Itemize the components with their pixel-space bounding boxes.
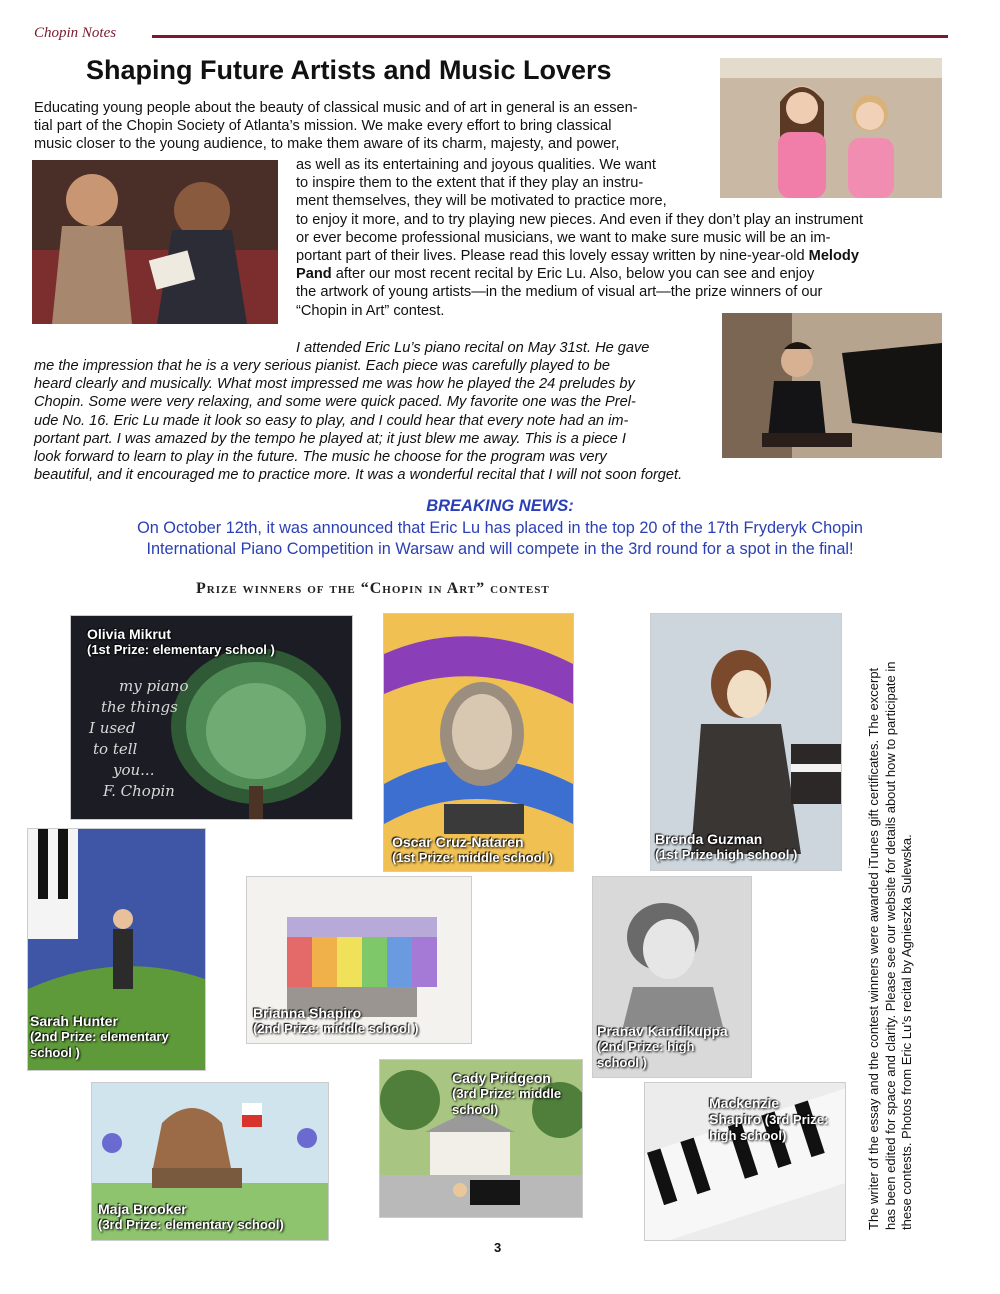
artist-name: Pranav Kandikuppa [597, 1023, 728, 1039]
essay-line: portant part. I was amazed by the tempo he played at; it just blew me away. This is a piece I [34, 430, 626, 447]
essay-line: heard clearly and musically. What most impressed me was how he played the 24 preludes by [34, 376, 635, 393]
side-note [866, 590, 916, 1230]
breaking-news-colon: : [568, 497, 574, 515]
artist-name: Shapiro [709, 1111, 762, 1127]
intro-line: to inspire them to the extent that if they play an instru- [296, 175, 644, 192]
intro-line: the artwork of young artists—in the medium of visual art—the prize winners of our [296, 284, 823, 301]
artwork-sarah-hunter [27, 828, 206, 1071]
artwork-caption [253, 1005, 418, 1037]
intro-line: tial part of the Chopin Society of Atlanta’s mission. We make every effort to bring classical [34, 118, 612, 135]
essay-author-last-name: Pand [296, 266, 332, 283]
artwork-mackenzie-shapiro [644, 1082, 846, 1241]
prize-label: school) [452, 1102, 499, 1117]
artwork-caption [98, 1201, 284, 1233]
breaking-news-title [0, 497, 1000, 516]
prize-label: (1st Prize: middle school ) [392, 850, 554, 865]
prize-winners-heading: Prize winners of the “Chopin in Art” contest [196, 580, 550, 597]
intro-line: music closer to the young audience, to make them aware of its charm, majesty, and power, [34, 136, 620, 153]
intro-line-with-name [296, 247, 936, 265]
prize-label: school ) [30, 1045, 80, 1060]
prize-label: (3rd Prize: middle [452, 1086, 562, 1101]
handwriting-line: F. Chopin [103, 782, 175, 800]
handwriting-line: to tell [93, 740, 138, 758]
artwork-oscar-cruz-nataren [383, 613, 574, 872]
header-rule [152, 35, 948, 38]
handwriting-line: my piano [119, 677, 189, 695]
artwork-maja-brooker [91, 1082, 329, 1241]
side-note-line: these contests. Photos from Eric Lu’s recital by Agnieszka Sulewska. [899, 834, 914, 1230]
side-note-line: has been edited for space and clarity. Please see our website for details about how to participate in [882, 661, 898, 1230]
artwork-pranav-kandikuppa [592, 876, 752, 1078]
side-note-line: The writer of the essay and the contest winners were awarded iTunes gift certificates. The excerpt [866, 667, 881, 1230]
photo-children-audience [32, 160, 278, 324]
page-number: 3 [494, 1240, 502, 1255]
artwork-brenda-guzman [650, 613, 842, 871]
intro-line: as well as its entertaining and joyous qualities. We want [296, 157, 656, 173]
prize-label: (1st Prize high school ) [655, 847, 798, 862]
artist-name: Sarah Hunter [30, 1013, 118, 1029]
prize-label: school ) [597, 1055, 647, 1070]
page-title: Shaping Future Artists and Music Lovers [86, 55, 612, 85]
artist-name: Maja Brooker [98, 1201, 187, 1217]
prize-label: (3rd Prize: [761, 1112, 829, 1127]
essay-line: me the impression that he is a very serious pianist. Each piece was carefully played to be [34, 358, 610, 374]
news-line: International Piano Competition in Warsaw and will compete in the 3rd round for a spot in the final! [146, 540, 854, 558]
handwritten-quote [83, 676, 189, 802]
artwork-caption [30, 1013, 169, 1061]
prize-label: (3rd Prize: elementary school) [98, 1217, 284, 1232]
newsletter-label: Chopin Notes [34, 25, 117, 41]
artwork-olivia-mikrut [70, 615, 353, 820]
prize-label: (2nd Prize: high [597, 1039, 695, 1054]
intro-paragraph [34, 99, 724, 154]
intro-line: Educating young people about the beauty of classical music and of art in general is an essen- [34, 100, 638, 116]
artwork-caption [597, 1023, 728, 1071]
intro-line: to enjoy it more, and to try playing new pieces. And even if they don’t play an instrument [296, 211, 864, 228]
essay-author-first-name: Melody [808, 248, 859, 265]
intro-line: or ever become professional musicians, we want to make sure music will be an im- [296, 229, 831, 246]
artwork-cady-pridgeon [379, 1059, 583, 1218]
photo-eric-lu-at-piano [722, 313, 942, 458]
artwork-caption [709, 1095, 828, 1144]
handwriting-line: the things [101, 698, 178, 716]
prize-label: high school) [709, 1128, 787, 1143]
intro-line: ment themselves, they will be motivated to practice more, [296, 193, 667, 210]
intro-line: after our most recent recital by Eric Lu. Also, below you can see and enjoy [331, 266, 815, 283]
artist-name: Olivia Mikrut [87, 626, 172, 642]
prize-label: (1st Prize: elementary school ) [87, 642, 275, 657]
handwriting-line: you... [113, 761, 155, 779]
news-line: On October 12th, it was announced that Eric Lu has placed in the top 20 of the 17th Fryderyk Chopin [137, 519, 863, 537]
artist-name: Brianna Shapiro [253, 1005, 362, 1021]
breaking-news-body [40, 518, 960, 560]
essay-first-line: I attended Eric Lu’s piano recital on May 31st. He gave [296, 340, 650, 356]
artist-name: Brenda Guzman [655, 831, 763, 847]
artwork-brianna-shapiro [246, 876, 472, 1044]
intro-paragraph-continued [296, 156, 936, 320]
artwork-caption [452, 1070, 561, 1118]
prize-label: (2nd Prize: middle school ) [253, 1021, 419, 1036]
artwork-caption [87, 626, 275, 658]
handwriting-line: I used [89, 719, 136, 737]
breaking-news-label: BREAKING NEWS [426, 497, 569, 515]
essay-line: beautiful, and it encouraged me to practice more. It was a wonderful recital that I will not soon forget. [34, 467, 683, 484]
intro-line: “Chopin in Art” contest. [296, 302, 445, 319]
photo-children-illustration [32, 160, 278, 324]
chopin-portrait-illustration [384, 614, 573, 871]
intro-line-with-name [296, 265, 936, 283]
essay-line: look forward to learn to play in the future. The music he choose for the program was very [34, 449, 607, 466]
artist-name: Mackenzie [709, 1095, 780, 1111]
intro-line: portant part of their lives. Please read this lovely essay written by nine-year-old [296, 248, 809, 265]
essay-line: Chopin. Some were very relaxing, and some were quick paced. My favorite one was the Prel- [34, 394, 636, 411]
artist-name: Oscar Cruz-Nataren [392, 834, 524, 850]
essay-line: ude No. 16. Eric Lu made it look so easy to play, and I could hear that every note had an im- [34, 412, 629, 429]
artwork-caption [392, 834, 553, 866]
artwork-caption [655, 831, 797, 863]
prize-label: (2nd Prize: elementary [30, 1029, 169, 1044]
artist-name: Cady Pridgeon [452, 1070, 551, 1086]
photo-pianist-illustration [722, 313, 942, 458]
essay-body [34, 357, 724, 484]
